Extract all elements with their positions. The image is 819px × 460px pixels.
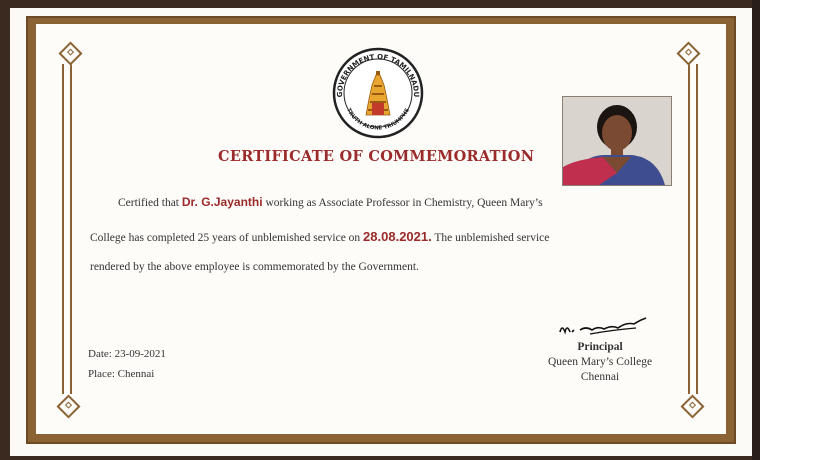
signatory-city: Chennai	[580, 371, 620, 383]
body-line-3-text: rendered by the above employee is commemorated by the Government.	[90, 261, 419, 273]
left-rule-2	[70, 64, 72, 394]
service-date: 28.08.2021.	[363, 229, 432, 244]
right-rule-2	[696, 64, 698, 394]
body-line-1	[118, 195, 543, 209]
signature-icon	[556, 306, 656, 342]
certificate-place: Place: Chennai	[88, 368, 155, 380]
certificate-title: CERTIFICATE OF COMMEMORATION	[218, 148, 535, 165]
right-rule	[688, 64, 690, 394]
body-line-1-suffix: working as Associate Professor in Chemistry, Queen Mary’s	[265, 197, 543, 209]
signatory-institution: Queen Mary’s College	[547, 356, 653, 368]
recipient-photo	[562, 96, 672, 186]
signatory-role: Principal	[577, 341, 623, 353]
certificate-date: Date: 23-09-2021	[88, 348, 166, 360]
tamilnadu-emblem-icon	[330, 45, 426, 141]
portrait-icon	[563, 97, 671, 185]
body-line-2-suffix: The unblemished service	[434, 232, 550, 244]
signatory-block	[520, 340, 680, 385]
recipient-name: Dr. G.Jayanthi	[181, 195, 263, 209]
body-line-1-prefix: Certified that	[118, 197, 179, 209]
emblem-upper-text: GOVERNMENT OF TAMILNADU	[335, 52, 421, 98]
body-line-3	[90, 261, 419, 273]
emblem-lower-text: TRUTH ALONE TRIUMPHS	[345, 107, 411, 132]
left-rule	[62, 64, 64, 394]
body-line-2-prefix: College has completed 25 years of unblemished service on	[90, 232, 361, 244]
backdrop-edge	[752, 0, 760, 460]
body-line-2	[90, 229, 549, 244]
